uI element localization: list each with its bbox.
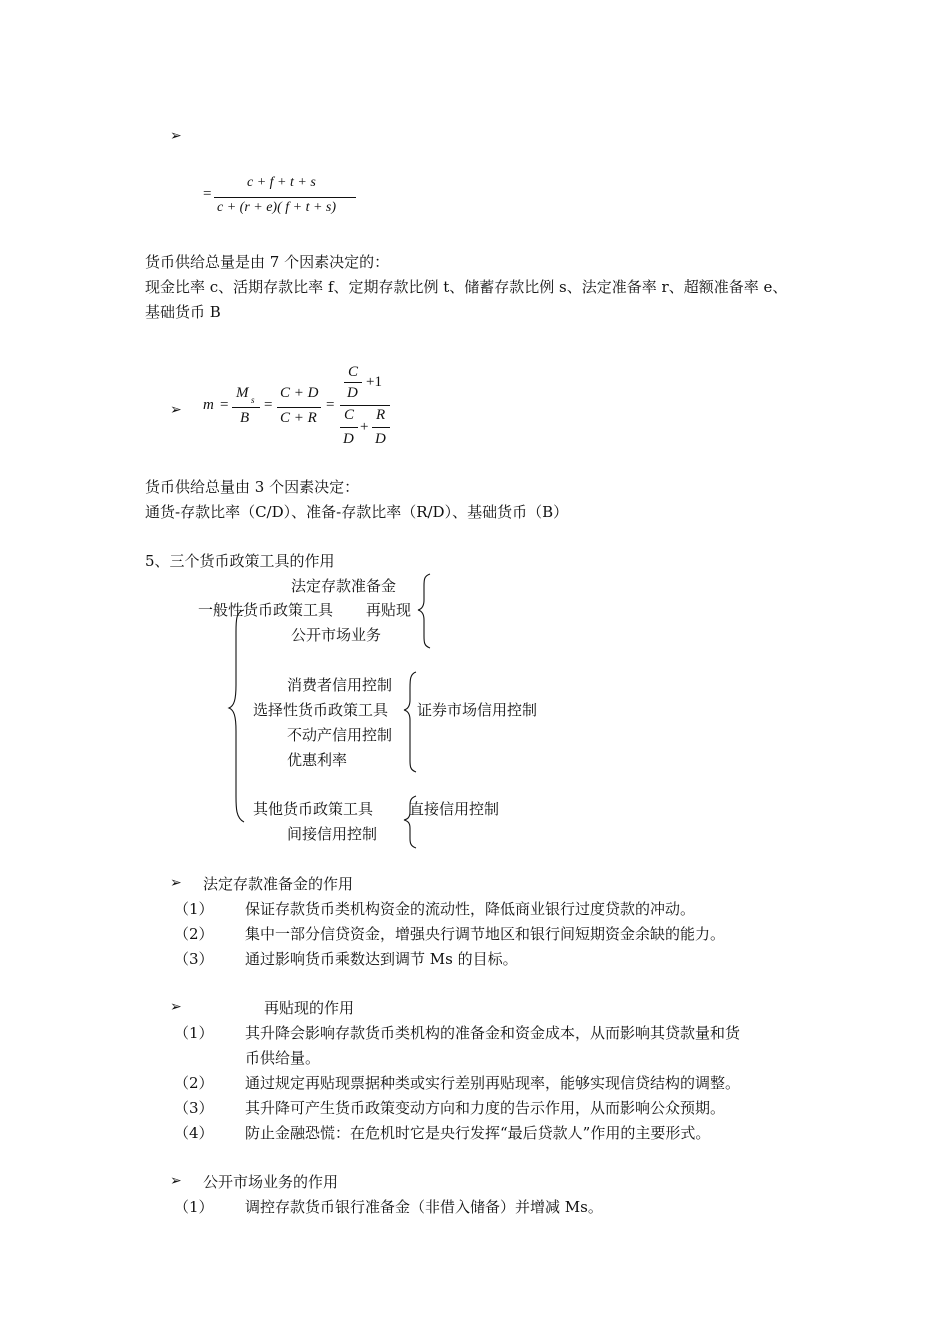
bullet-arrow-icon: ➢ — [170, 128, 182, 144]
reserve-effects-title: 法定存款准备金的作用 — [203, 875, 354, 893]
selective-label: 选择性货币政策工具 — [253, 701, 389, 719]
rediscount-item-3-text: 其升降可产生货币政策变动方向和力度的告示作用，从而影响公众预期。 — [245, 1099, 726, 1117]
formula2-frac3-den-a-bot: D — [343, 431, 354, 447]
seven-factors-title: 货币供给总量是由 7 个因素决定的： — [145, 253, 390, 271]
formula1-equals: = — [203, 186, 212, 202]
formula2-frac1-num: M — [236, 385, 249, 401]
bullet-arrow-icon: ➢ — [170, 875, 182, 891]
reserve-item-3-text: 通过影响货币乘数达到调节 Ms 的目标。 — [245, 950, 518, 968]
reserve-item-1-num: （1） — [174, 900, 214, 918]
formula2-plus1: +1 — [366, 374, 382, 390]
formula2-equals-3: = — [326, 397, 335, 413]
other-label: 其他货币政策工具 — [253, 800, 374, 818]
reserve-item-3-num: （3） — [174, 950, 214, 968]
formula2-frac2-den: C + R — [280, 410, 317, 426]
general-item-1: 法定存款准备金 — [291, 577, 397, 595]
formula1-denominator: c + (r + e)( f + t + s) — [217, 200, 337, 215]
open-market-item-1-num: （1） — [174, 1198, 214, 1216]
other-item-2: 间接信用控制 — [287, 825, 378, 843]
selective-item-3: 不动产信用控制 — [287, 726, 393, 744]
general-label: 一般性货币政策工具 — [198, 601, 334, 619]
rediscount-item-4-text: 防止金融恐慌：在危机时它是央行发挥“最后贷款人”作用的主要形式。 — [245, 1124, 711, 1142]
three-factors-title: 货币供给总量由 3 个因素决定： — [145, 478, 360, 496]
general-brace — [418, 574, 430, 648]
rediscount-item-2-num: （2） — [174, 1074, 214, 1092]
other-item-1: 直接信用控制 — [409, 800, 500, 818]
formula2-equals-1: = — [220, 397, 229, 413]
open-market-effects-title: 公开市场业务的作用 — [203, 1173, 339, 1191]
reserve-item-1-text: 保证存款货币类机构资金的流动性，降低商业银行过度贷款的冲动。 — [245, 900, 696, 918]
rediscount-item-2-text: 通过规定再贴现票据种类或实行差别再贴现率，能够实现信贷结构的调整。 — [245, 1074, 741, 1092]
seven-factors-line1: 现金比率 c、活期存款比率 f、定期存款比例 t、储蓄存款比例 s、法定准备率 r、超额准备率 e、 — [145, 278, 788, 296]
rediscount-item-1-cont: 币供给量。 — [245, 1049, 321, 1067]
rediscount-item-4-num: （4） — [174, 1124, 214, 1142]
bullet-arrow-icon: ➢ — [170, 999, 182, 1015]
formula2-frac3-den-b-bot: D — [375, 431, 386, 447]
general-item-3: 公开市场业务 — [291, 626, 382, 644]
reserve-item-2-num: （2） — [174, 925, 214, 943]
formula1-numerator: c + f + t + s — [247, 175, 316, 190]
formula2-plus: + — [360, 419, 369, 435]
selective-item-1: 消费者信用控制 — [287, 676, 393, 694]
selective-item-4: 优惠利率 — [287, 751, 348, 769]
bullet-arrow-icon: ➢ — [170, 1173, 182, 1189]
rediscount-item-1-text: 其升降会影响存款货币类机构的准备金和资金成本，从而影响其贷款量和货 — [245, 1024, 741, 1042]
formula2-frac3-den-a-top: C — [344, 407, 355, 423]
main-brace — [229, 610, 244, 822]
selective-brace — [404, 672, 416, 772]
selective-item-2: 证券市场信用控制 — [417, 701, 538, 719]
seven-factors-line2: 基础货币 B — [145, 303, 221, 321]
open-market-item-1-text: 调控存款货币银行准备金（非借入储备）并增减 Ms。 — [245, 1198, 603, 1216]
formula2-frac2-num: C + D — [280, 385, 319, 401]
rediscount-effects-title: 再贴现的作用 — [264, 999, 355, 1017]
formula2-frac1-sub: s — [251, 395, 255, 405]
reserve-item-2-text: 集中一部分信贷资金，增强央行调节地区和银行间短期资金余缺的能力。 — [245, 925, 726, 943]
rediscount-item-1-num: （1） — [174, 1024, 214, 1042]
formula2-m: m — [203, 397, 214, 413]
rediscount-item-3-num: （3） — [174, 1099, 214, 1117]
formula2-frac1-den: B — [240, 410, 250, 426]
three-factors-line1: 通货-存款比率（C/D）、准备-存款比率（R/D）、基础货币（B） — [145, 503, 569, 521]
formula2-frac3-den-b-top: R — [376, 407, 386, 423]
formula2-frac3-num-top: C — [348, 364, 359, 380]
general-item-2: 再贴现 — [366, 601, 412, 619]
formula2-frac3-num-bot: D — [347, 385, 358, 401]
bullet-arrow-icon: ➢ — [170, 402, 182, 418]
section5-heading: 5、三个货币政策工具的作用 — [145, 552, 335, 570]
formula2-equals-2: = — [264, 397, 273, 413]
